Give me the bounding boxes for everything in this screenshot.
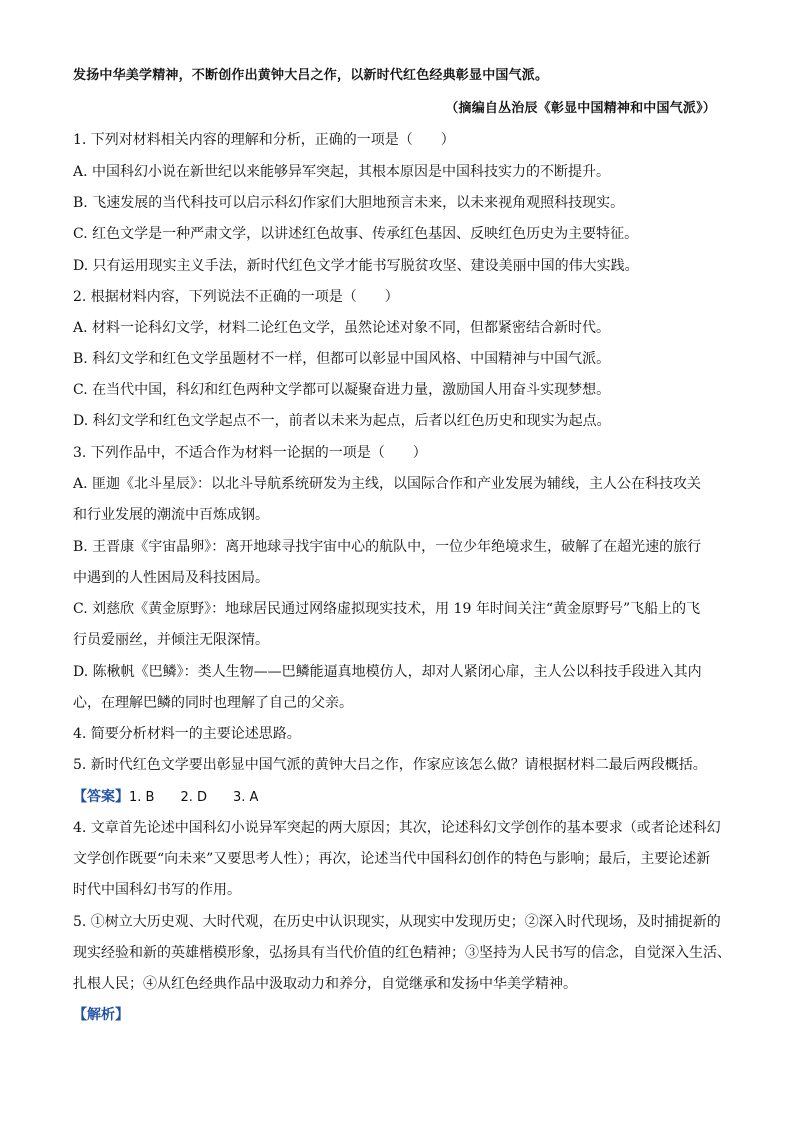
q2-option-d: D. 科幻文学和红色文学起点不一，前者以未来为起点，后者以红色历史和现实为起点。 bbox=[73, 413, 611, 429]
answer-5-line3: 扎根人民；④从红色经典作品中汲取动力和养分，自觉继承和发扬中华美学精神。 bbox=[73, 976, 577, 992]
answer-5-line2: 现实经验和新的英雄楷模形象，弘扬具有当代价值的红色精神；③坚持为人民书写的信念，自觉深入生活、 bbox=[73, 945, 731, 961]
q3-option-c-line2: 行员爱丽丝，并倾注无限深情。 bbox=[73, 632, 269, 648]
q3-option-c-line1: C. 刘慈欣《黄金原野》：地球居民通过网络虚拟现实技术，用 19 年时间关注“黄金原野号”飞船上的飞 bbox=[73, 601, 701, 617]
q3-option-a-line1: A. 匪迦《北斗星辰》：以北斗导航系统研发为主线，以国际合作和产业发展为辅线，主人公在科技攻关 bbox=[73, 476, 702, 492]
answer-4-line3: 时代中国科幻书写的作用。 bbox=[73, 882, 241, 898]
q2-option-c: C. 在当代中国，科幻和红色两种文学都可以凝聚奋进力量，激励国人用奋斗实现梦想。 bbox=[73, 382, 611, 398]
q3-option-b-line2: 中遇到的人性困局及科技困局。 bbox=[73, 570, 269, 586]
q3-option-a-line2: 和行业发展的潮流中百炼成钢。 bbox=[73, 507, 269, 523]
passage-source: （摘编自丛治辰《彰显中国精神和中国气派》） bbox=[445, 101, 716, 116]
q3-option-b-line1: B. 王晋康《宇宙晶卵》：离开地球寻找宇宙中心的航队中，一位少年绝境求生，破解了在超光速的旅行 bbox=[73, 539, 702, 555]
q1-stem: 1. 下列对材料相关内容的理解和分析，正确的一项是（ ） bbox=[73, 132, 455, 148]
passage-closing-line: 发扬中华美学精神，不断创作出黄钟大吕之作，以新时代红色经典彰显中国气派。 bbox=[73, 68, 549, 83]
q2-stem: 2. 根据材料内容，下列说法不正确的一项是（ ） bbox=[73, 289, 399, 305]
q1-option-a: A. 中国科幻小说在新世纪以来能够异军突起，其根本原因是中国科技实力的不断提升。 bbox=[73, 164, 611, 180]
q3-stem: 3. 下列作品中，不适合作为材料一论据的一项是（ ） bbox=[73, 445, 427, 461]
q3-option-d-line2: 心，在理解巴鳞的同时也理解了自己的父亲。 bbox=[73, 695, 353, 711]
answer-4-line1: 4. 文章首先论述中国科幻小说异军突起的两大原因；其次，论述科幻文学创作的基本要求（或者论述科幻 bbox=[73, 820, 721, 836]
q1-option-c: C. 红色文学是一种严肃文学，以讲述红色故事、传承红色基因、反映红色历史为主要特征。 bbox=[73, 226, 639, 242]
analysis-tag: 【解析】 bbox=[73, 1007, 129, 1023]
q2-option-a: A. 材料一论科幻文学，材料二论红色文学，虽然论述对象不同，但都紧密结合新时代。 bbox=[73, 320, 611, 336]
q4-stem: 4. 简要分析材料一的主要论述思路。 bbox=[73, 726, 301, 742]
answer-tag: 【答案】 bbox=[73, 789, 129, 805]
q5-stem: 5. 新时代红色文学要出彰显中国气派的黄钟大吕之作，作家应该怎么做？请根据材料二最后两段概括。 bbox=[73, 757, 707, 773]
answer-4-line2: 文学创作既要“向未来”又要思考人性）；再次，论述当代中国科幻创作的特色与影响；最后，主要论述新 bbox=[73, 851, 711, 867]
q3-option-d-line1: D. 陈楸帆《巴鳞》：类人生物——巴鳞能逼真地模仿人，却对人紧闭心扉，主人公以科技手段进入其内 bbox=[73, 664, 702, 680]
answer-5-line1: 5. ①树立大历史观、大时代观，在历史中认识现实，从现实中发现历史；②深入时代现场，及时捕捉新的 bbox=[73, 914, 721, 930]
answer-line bbox=[73, 787, 258, 808]
q2-option-b: B. 科幻文学和红色文学虽题材不一样，但都可以彰显中国风格、中国精神与中国气派。 bbox=[73, 351, 611, 367]
q1-option-d: D. 只有运用现实主义手法，新时代红色文学才能书写脱贫攻坚、建设美丽中国的伟大实践。 bbox=[73, 258, 639, 274]
q1-option-b: B. 飞速发展的当代科技可以启示科幻作家们大胆地预言未来，以未来视角观照科技现实。 bbox=[73, 195, 625, 211]
answer-multiple-choice: 1. B 2. D 3. A bbox=[129, 790, 259, 805]
